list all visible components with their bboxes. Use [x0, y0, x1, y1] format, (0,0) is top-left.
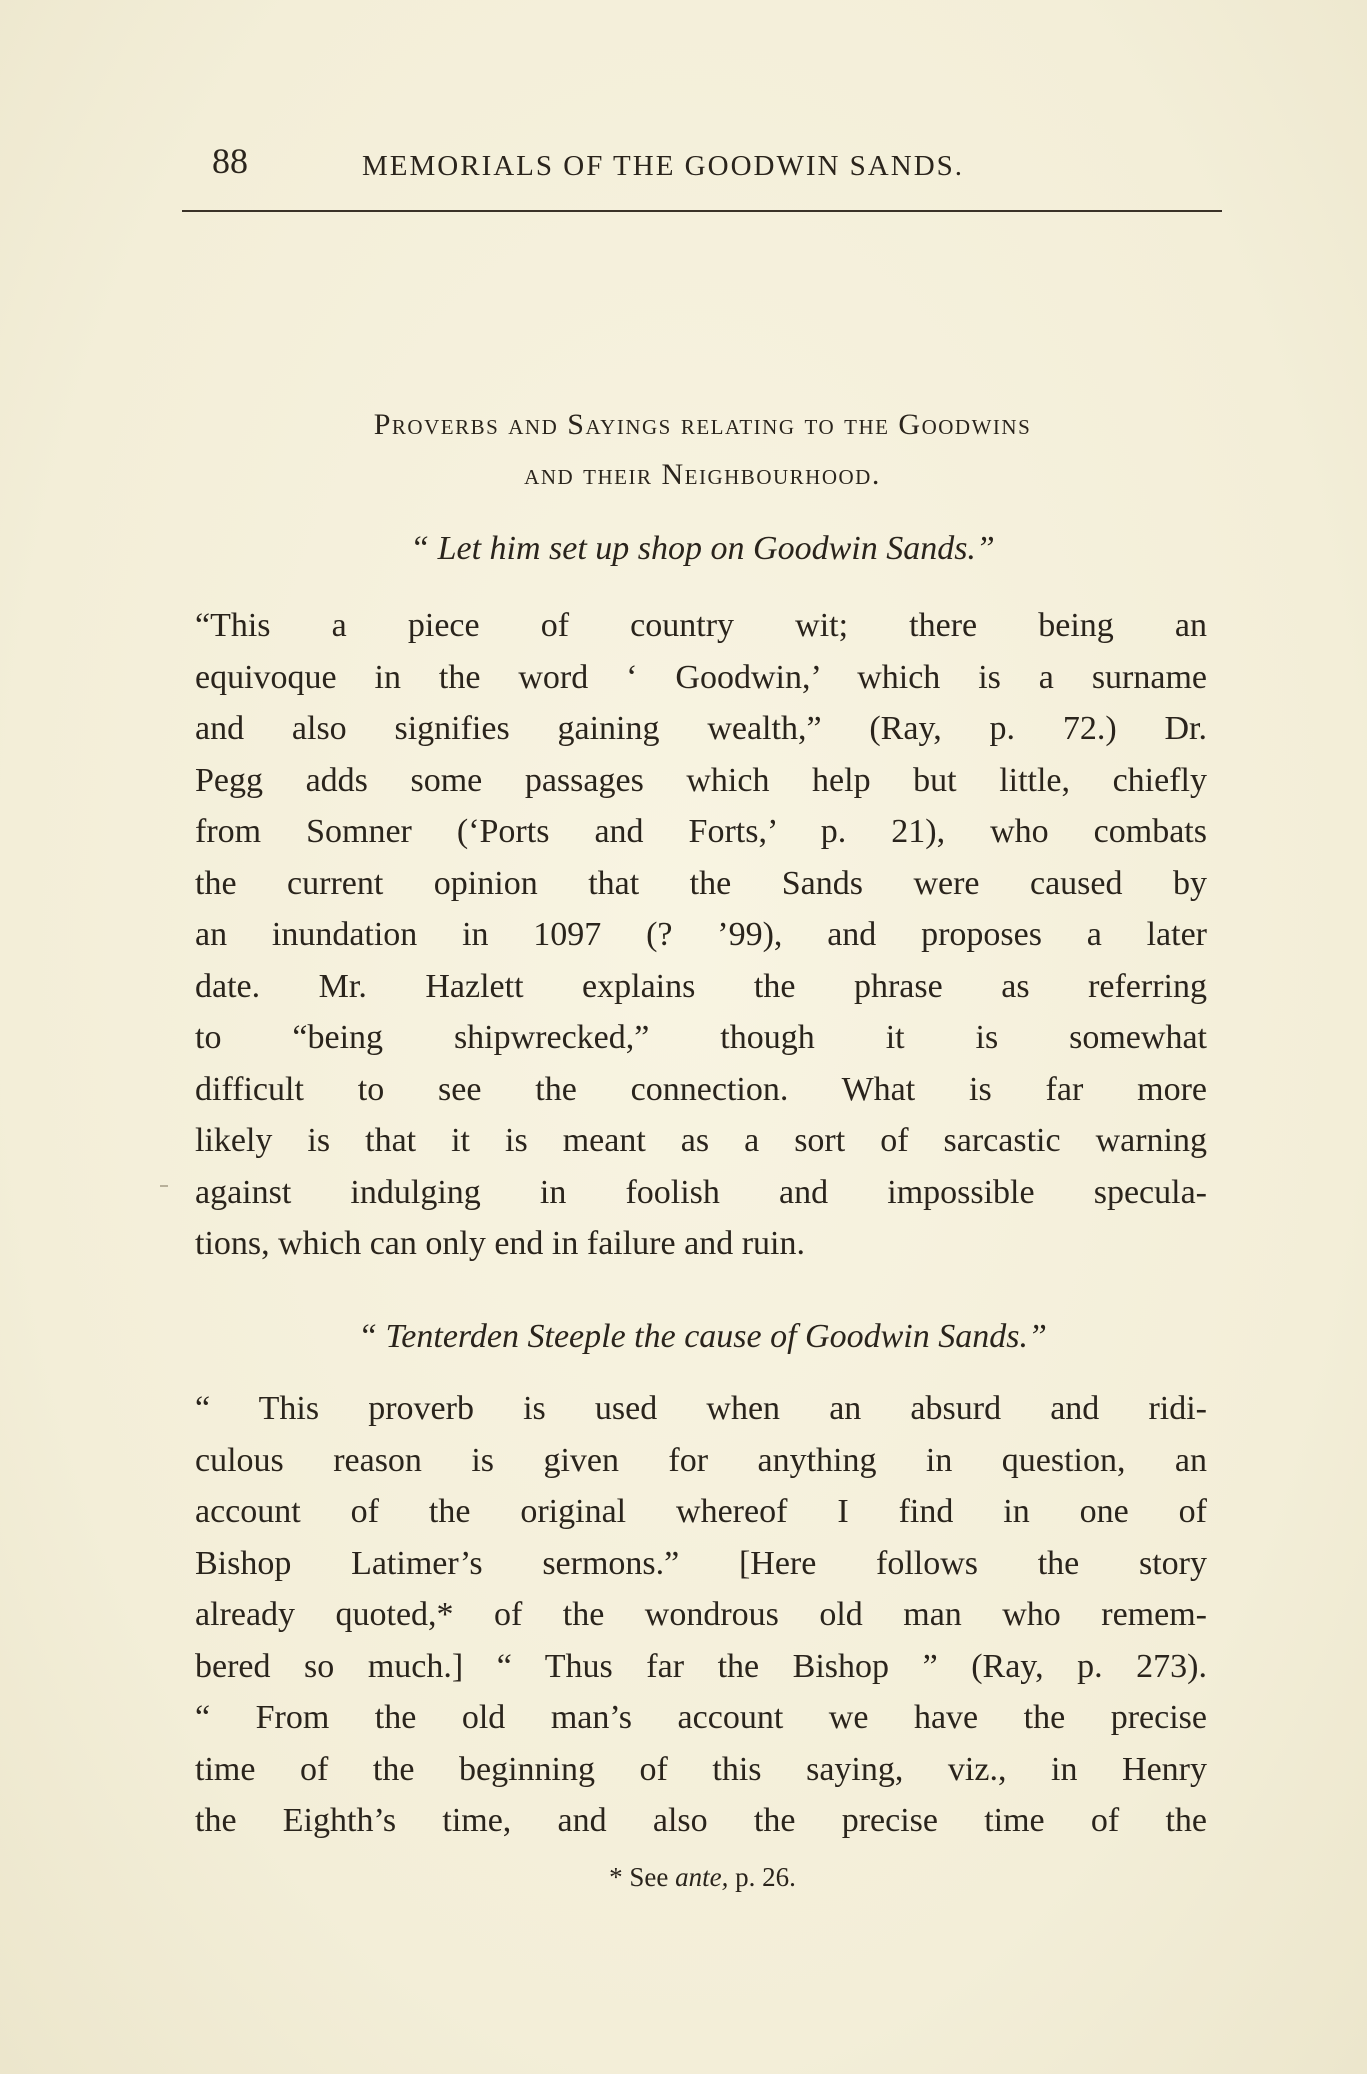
text-line: the Eighth’s time, and also the precise time of the: [195, 1802, 1207, 1839]
text-line: the current opinion that the Sands were caused by: [195, 864, 1207, 902]
text-line: bered so much.] “ Thus far the Bishop ” (Ray, p. 273).: [195, 1647, 1207, 1685]
page-number: 88: [212, 141, 248, 181]
text-line: to “being shipwrecked,” though it is somewhat: [195, 1019, 1207, 1056]
text-line: already quoted,* of the wondrous old man who remem-: [195, 1596, 1207, 1633]
text-line: culous reason is given for anything in question, an: [195, 1441, 1207, 1479]
text-line: an inundation in 1097 (? ’99), and proposes a later: [195, 916, 1207, 953]
text-line: difficult to see the connection. What is far more: [195, 1070, 1207, 1108]
header-rule: [182, 210, 1222, 212]
section-heading-line-1: Proverbs and Sayings relating to the Goodwins: [373, 408, 1032, 441]
text-line: and also signifies gaining wealth,” (Ray, p. 72.) Dr.: [195, 710, 1207, 747]
text-line: tions, which can only end in failure and ruin.: [195, 1225, 805, 1262]
text-line: from Somner (‘Ports and Forts,’ p. 21), who combats: [195, 813, 1207, 850]
commentary-paragraph: [195, 600, 1207, 1270]
proverb-heading: “ Let him set up shop on Goodwin Sands.”: [410, 530, 995, 567]
text-line: account of the original whereof I find in one of: [195, 1493, 1207, 1530]
text-line: “This a piece of country wit; there being an: [195, 607, 1207, 644]
text-line: Bishop Latimer’s sermons.” [Here follows the story: [195, 1544, 1207, 1582]
text-line: Pegg adds some passages which help but little, chiefly: [195, 761, 1207, 799]
text-line: time of the beginning of this saying, viz., in Henry: [195, 1750, 1207, 1788]
section-heading-line-2: and their Neighbourhood.: [524, 458, 881, 491]
footnote-italic: ante,: [675, 1862, 729, 1892]
page-header: [212, 140, 1212, 190]
proverb-heading: “ Tenterden Steeple the cause of Goodwin Sands.”: [358, 1318, 1047, 1355]
footnote: [190, 1862, 1215, 1893]
margin-mark: [160, 1185, 168, 1187]
text-line: “ This proverb is used when an absurd and ridi-: [195, 1390, 1207, 1427]
footnote-prefix: * See: [609, 1862, 676, 1892]
text-line: equivoque in the word ‘ Goodwin,’ which is a surname: [195, 658, 1207, 696]
text-line: date. Mr. Hazlett explains the phrase as referring: [195, 967, 1207, 1005]
commentary-paragraph: [195, 1383, 1207, 1847]
text-line: “ From the old man’s account we have the precise: [195, 1699, 1207, 1736]
text-line: likely is that it is meant as a sort of sarcastic warning: [195, 1122, 1207, 1159]
section-heading: [190, 400, 1215, 500]
running-title: MEMORIALS OF THE GOODWIN SANDS.: [362, 150, 965, 182]
footnote-suffix: p. 26.: [728, 1862, 796, 1892]
text-line: against indulging in foolish and impossible specula-: [195, 1173, 1207, 1211]
